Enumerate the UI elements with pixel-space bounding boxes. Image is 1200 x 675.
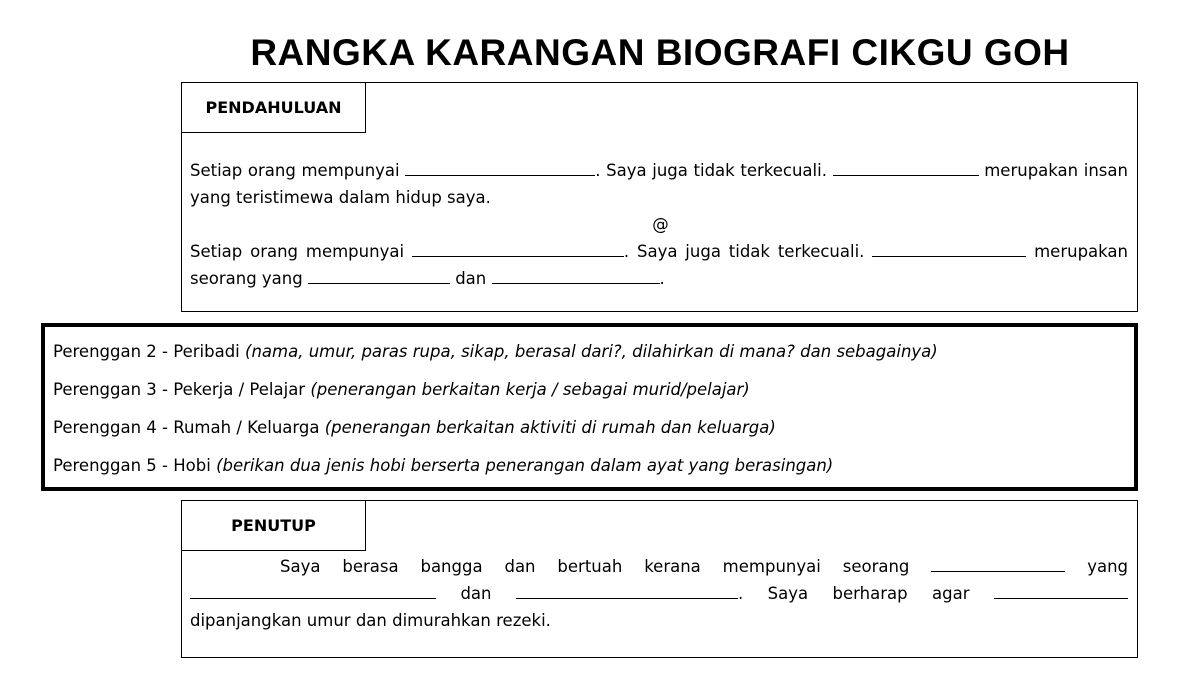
paragraph-5-row	[53, 447, 1134, 485]
intro-p1-text-2: . Saya juga tidak terkecuali.	[595, 161, 833, 180]
paragraph-4-row	[53, 409, 1134, 447]
closing-text-2: yang	[1065, 557, 1128, 576]
closing-heading: PENUTUP	[181, 500, 366, 551]
intro-p1-text-3: merupakan insan yang teristimewa dalam hidup saya.	[190, 161, 1128, 207]
intro-p2-text-2: . Saya juga tidak terkecuali.	[623, 242, 873, 261]
intro-paragraph-1	[190, 157, 1128, 211]
blank-line[interactable]	[931, 553, 1065, 572]
closing-text-1: Saya berasa bangga dan bertuah kerana mempunyai seorang	[280, 557, 932, 576]
paragraph-3-label: Perenggan 3 - Pekerja / Pelajar	[53, 380, 311, 399]
paragraph-2-row	[53, 333, 1134, 371]
blank-line[interactable]	[516, 580, 738, 599]
intro-p2-text-4: dan	[449, 269, 492, 288]
closing-section	[181, 500, 1138, 658]
alternative-separator: @	[652, 215, 669, 234]
intro-section	[181, 82, 1138, 312]
closing-text-3: dan	[436, 584, 516, 603]
paragraph-5-description: (berikan dua jenis hobi berserta penerangan dalam ayat yang berasingan)	[216, 456, 834, 475]
intro-heading: PENDAHULUAN	[181, 82, 366, 133]
closing-paragraph	[190, 553, 1128, 634]
blank-line[interactable]	[308, 265, 450, 284]
paragraph-4-description: (penerangan berkaitan aktiviti di rumah dan keluarga)	[324, 418, 776, 437]
blank-line[interactable]	[405, 157, 595, 176]
paragraph-5-label: Perenggan 5 - Hobi	[53, 456, 217, 475]
page-title: RANGKA KARANGAN BIOGRAFI CIKGU GOH	[250, 32, 1070, 73]
intro-p2-text-3: merupakan seorang yang	[190, 242, 1128, 288]
intro-p2-text-1: Setiap orang mempunyai	[190, 242, 412, 261]
paragraph-2-label: Perenggan 2 - Peribadi	[53, 342, 246, 361]
body-paragraphs-section	[41, 323, 1138, 491]
blank-line[interactable]	[412, 238, 624, 257]
intro-paragraph-2	[190, 238, 1128, 292]
blank-line[interactable]	[190, 580, 436, 599]
paragraph-3-description: (penerangan berkaitan kerja / sebagai murid/pelajar)	[310, 380, 750, 399]
closing-text-4: . Saya berharap agar	[737, 584, 994, 603]
blank-line[interactable]	[833, 157, 979, 176]
paragraph-4-label: Perenggan 4 - Rumah / Keluarga	[53, 418, 325, 437]
paragraph-3-row	[53, 371, 1134, 409]
intro-p2-text-5: .	[659, 269, 665, 288]
blank-line[interactable]	[994, 580, 1128, 599]
blank-line[interactable]	[872, 238, 1026, 257]
closing-text-5: dipanjangkan umur dan dimurahkan rezeki.	[190, 611, 551, 630]
paragraph-2-description: (nama, umur, paras rupa, sikap, berasal dari?, dilahirkan di mana? dan sebagainya)	[245, 342, 938, 361]
blank-line[interactable]	[492, 265, 660, 284]
intro-p1-text-1: Setiap orang mempunyai	[190, 161, 406, 180]
